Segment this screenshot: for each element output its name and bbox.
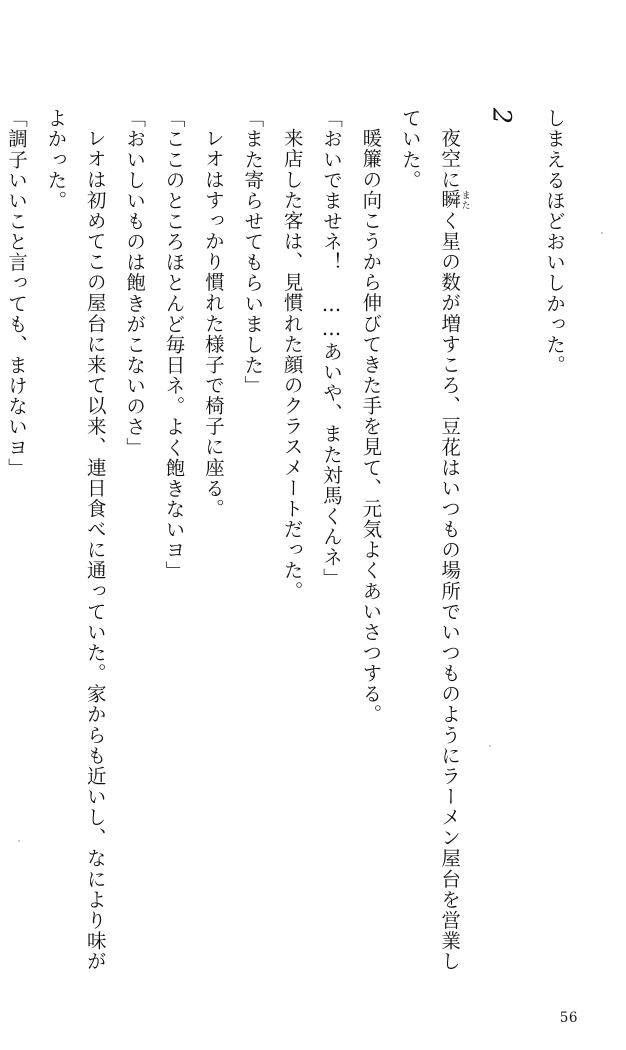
paragraph-1-text-after-ruby: く星の数が増すころ、豆花はいつもの場所でいつものようにラーメン屋台を営業していた。 (398, 108, 462, 971)
paragraph-3-dialogue: 「おいでませネ！ ……あいや、また対馬くんネ」 (320, 108, 343, 589)
chapter-number (470, 108, 535, 988)
paragraph-10-dialogue: 「調子いいこと言っても、まけないヨ」 (5, 108, 28, 479)
paragraph-7-dialogue: 「ここのところほとんど毎日ネ。よく飽きないヨ」 (162, 108, 186, 582)
scan-speck (18, 840, 20, 842)
page-number: 56 (559, 1010, 578, 1026)
paragraph-1 (390, 108, 469, 988)
paragraph-9: レオは初めてこの屋台に来て以来、連日食べに通っていた。家からも近いし、なにより味がよかった。 (44, 108, 107, 971)
ruby-text: また (459, 189, 470, 210)
scan-speck (489, 745, 491, 747)
ruby-annotation (438, 189, 470, 210)
paragraph-6: レオはすっかり慣れた様子で椅子に座る。 (201, 127, 225, 519)
paragraph-4: 来店した客は、見慣れた顔のクラスメートだった。 (280, 127, 304, 601)
chapter-number-value: 2 (487, 108, 517, 124)
opening-line: しまえるほどおいしかった。 (543, 108, 566, 376)
paragraph-8-dialogue: 「おいしいものは飽きがこないのさ」 (123, 108, 147, 458)
paragraph-2: 暖簾の向こうから伸びてきた手を見て、元気よくあいさつする。 (359, 127, 383, 725)
ruby-base: 瞬 (438, 189, 462, 210)
paragraph-1-text-before-ruby: 夜空に (438, 127, 462, 190)
vertical-text-block (5, 108, 574, 988)
paragraph-5-dialogue: 「また寄らせてもらいました」 (241, 108, 265, 397)
scan-speck (601, 232, 603, 234)
